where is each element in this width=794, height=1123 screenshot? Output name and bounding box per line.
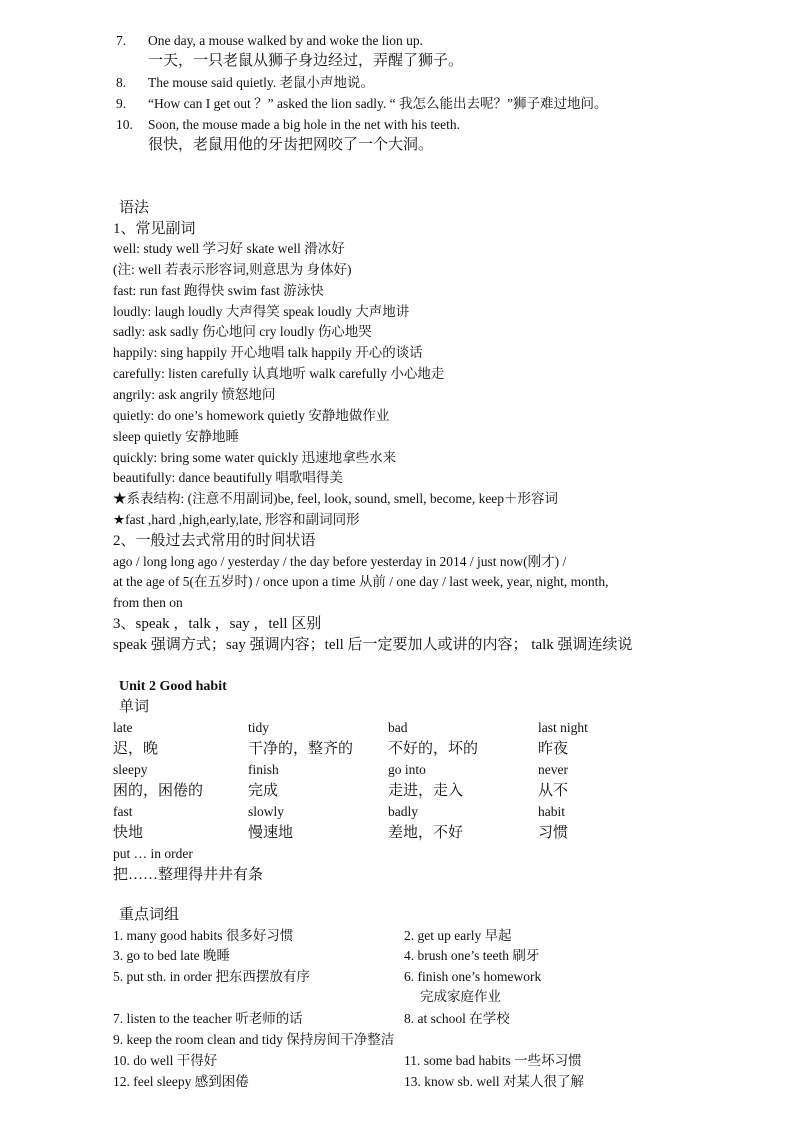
verb-difference-subheading: 3、speak ，talk ，say ，tell 区别 <box>113 616 322 632</box>
grammar-heading: 语法 <box>119 200 150 216</box>
sentence-8-text: The mouse said quietly. 老鼠小声地说。 <box>148 75 374 90</box>
sentence-10-chinese: 很快，老鼠用他的牙齿把网咬了一个大洞。 <box>148 137 434 153</box>
sentence-10-english: Soon, the mouse made a big hole in the net with his teeth. <box>148 117 460 132</box>
vocab-meaning: 迟，晚 <box>113 741 159 757</box>
vocab-row-en <box>113 844 653 865</box>
phrase-item: 5. put sth. in order 把东西摆放有序 <box>113 969 310 984</box>
sentence-9-number: 9. <box>116 96 127 111</box>
sentence-7-number: 7. <box>116 33 127 48</box>
verb-difference-text: speak 强调方式；say 强调内容；tell 后一定要加人或讲的内容； talk 强调连续说 <box>113 637 633 653</box>
adverbs-subheading: 1、常见副词 <box>113 221 196 237</box>
phrase-item: 3. go to bed late 晚睡 <box>113 948 230 963</box>
vocab-word: slowly <box>248 804 285 819</box>
vocab-row-zh <box>113 739 653 760</box>
phrase-item: 1. many good habits 很多好习惯 <box>113 928 294 943</box>
vocab-word: never <box>538 762 568 777</box>
vocab-row-zh <box>113 823 653 844</box>
vocabulary-table <box>113 718 653 886</box>
vocab-word: fast <box>113 804 133 819</box>
vocab-meaning: 从不 <box>538 783 569 799</box>
vocab-word: badly <box>388 804 418 819</box>
vocab-word: bad <box>388 720 408 735</box>
vocab-meaning: 快地 <box>113 825 144 841</box>
grammar-line: well: study well 学习好 skate well 滑冰好 <box>113 241 345 256</box>
vocab-word: last night <box>538 720 588 735</box>
sentence-8-number: 8. <box>116 75 127 90</box>
phrase-item: 9. keep the room clean and tidy 保持房间干净整洁 <box>113 1032 395 1047</box>
vocab-word: late <box>113 720 133 735</box>
vocab-row-zh <box>113 865 653 886</box>
unit-title: Unit 2 Good habit <box>119 679 227 694</box>
vocab-row-en <box>113 718 653 739</box>
grammar-line: loudly: laugh loudly 大声得笑 speak loudly 大声地讲 <box>113 304 410 319</box>
vocab-row-en <box>113 760 653 781</box>
time-expressions-line: at the age of 5(在五岁时) / once upon a time 从前 / one day / last week, year, night, month, <box>113 574 609 589</box>
vocab-word: tidy <box>248 720 270 735</box>
vocab-meaning: 完成 <box>248 783 279 799</box>
vocab-row-en <box>113 802 653 823</box>
vocab-word: finish <box>248 762 279 777</box>
phrase-item: 2. get up early 早起 <box>404 928 512 943</box>
vocab-meaning: 走进，走入 <box>388 783 464 799</box>
sentence-7-chinese: 一天，一只老鼠从狮子身边经过，弄醒了狮子。 <box>148 53 464 69</box>
phrase-item: 7. listen to the teacher 听老师的话 <box>113 1011 303 1026</box>
grammar-line: angrily: ask angrily 愤怒地问 <box>113 387 276 402</box>
phrase-item: 10. do well 干得好 <box>113 1053 218 1068</box>
vocab-word: habit <box>538 804 565 819</box>
vocab-meaning: 习惯 <box>538 825 569 841</box>
phrase-item-translation: 完成家庭作业 <box>420 989 501 1004</box>
grammar-note-same-form: ★fast ,hard ,high,early,late, 形容和副词同形 <box>113 512 360 527</box>
vocab-meaning: 困的，困倦的 <box>113 783 204 799</box>
grammar-line: quickly: bring some water quickly 迅速地拿些水来 <box>113 450 397 465</box>
vocab-meaning: 慢速地 <box>248 825 294 841</box>
grammar-line: beautifully: dance beautifully 唱歌唱得美 <box>113 470 343 485</box>
grammar-line: carefully: listen carefully 认真地听 walk carefully 小心地走 <box>113 366 445 381</box>
phrase-item: 11. some bad habits 一些坏习惯 <box>404 1053 582 1068</box>
grammar-line: (注: well 若表示形容词,则意思为 身体好) <box>113 262 352 277</box>
words-heading: 单词 <box>119 699 150 715</box>
grammar-line: fast: run fast 跑得快 swim fast 游泳快 <box>113 283 324 298</box>
phrase-item: 8. at school 在学校 <box>404 1011 510 1026</box>
vocab-meaning: 差地，不好 <box>388 825 464 841</box>
grammar-line: sadly: ask sadly 伤心地问 cry loudly 伤心地哭 <box>113 324 372 339</box>
phrases-heading: 重点词组 <box>119 907 180 923</box>
vocab-row-zh <box>113 781 653 802</box>
vocab-word: put … in order <box>113 846 193 861</box>
grammar-line: quietly: do one’s homework quietly 安静地做作业 <box>113 408 390 423</box>
vocab-meaning: 干净的，整齐的 <box>248 741 354 757</box>
time-expressions-line: ago / long long ago / yesterday / the day before yesterday in 2014 / just now(刚才) / <box>113 554 567 569</box>
time-expressions-line: from then on <box>113 595 183 610</box>
phrase-item: 13. know sb. well 对某人很了解 <box>404 1074 584 1089</box>
sentence-10-number: 10. <box>116 117 133 132</box>
grammar-line: happily: sing happily 开心地唱 talk happily 开心的谈话 <box>113 345 423 360</box>
vocab-word: go into <box>388 762 426 777</box>
phrase-item: 12. feel sleepy 感到困倦 <box>113 1074 249 1089</box>
vocab-meaning: 把……整理得井井有条 <box>113 867 264 883</box>
vocab-meaning: 昨夜 <box>538 741 569 757</box>
vocab-meaning: 不好的，坏的 <box>388 741 479 757</box>
vocab-word: sleepy <box>113 762 148 777</box>
sentence-7-english: One day, a mouse walked by and woke the lion up. <box>148 33 424 48</box>
phrase-item: 4. brush one’s teeth 刷牙 <box>404 948 540 963</box>
grammar-note-linking-verbs: ★系表结构: (注意不用副词)be, feel, look, sound, smell, become, keep＋形容词 <box>113 491 559 506</box>
phrase-item: 6. finish one’s homework <box>404 969 542 984</box>
grammar-line: sleep quietly 安静地睡 <box>113 429 239 444</box>
sentence-9-text: “How can I get out ？” asked the lion sadly. “ 我怎么能出去呢？”狮子难过地问。 <box>148 96 608 111</box>
past-tense-subheading: 2、一般过去式常用的时间状语 <box>113 533 316 549</box>
